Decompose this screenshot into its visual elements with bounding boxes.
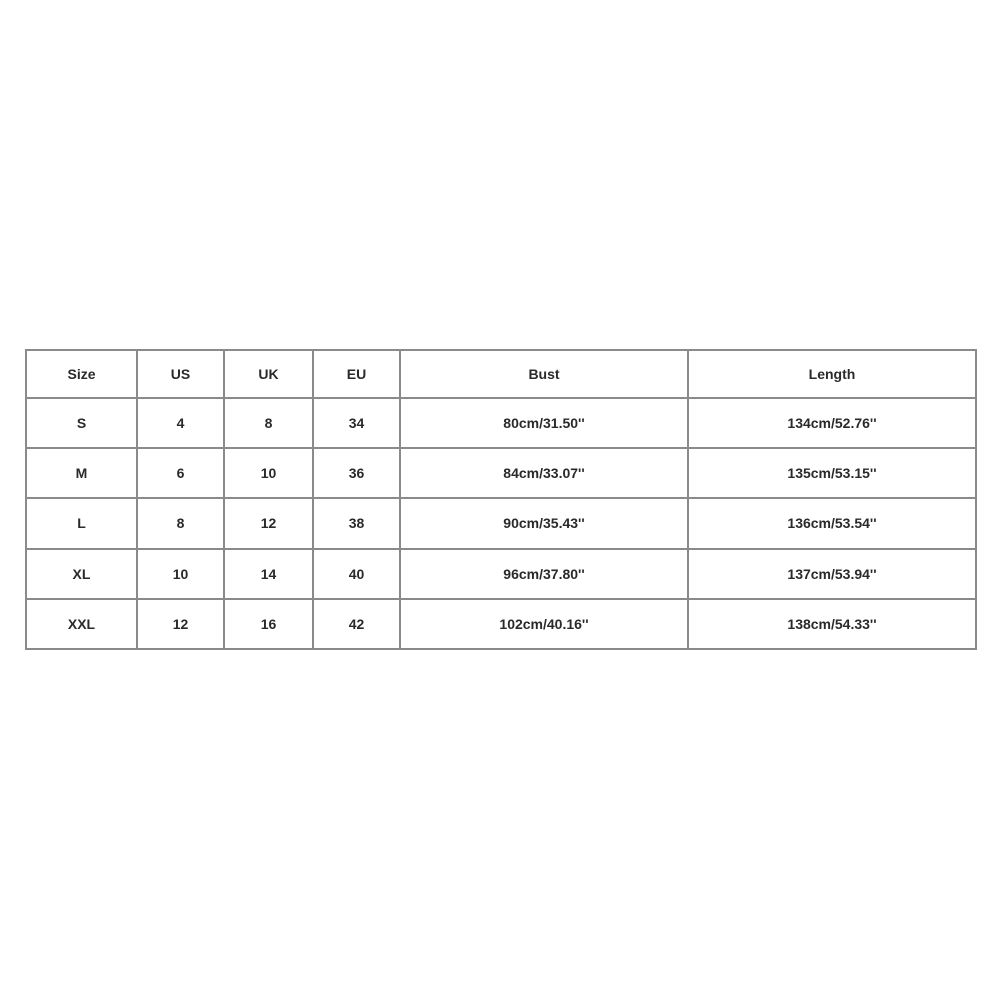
cell-length: 138cm/54.33'' (688, 599, 976, 649)
table-row (26, 398, 976, 448)
cell-size: XXL (26, 599, 137, 649)
cell-length: 136cm/53.54'' (688, 498, 976, 548)
cell-length: 137cm/53.94'' (688, 549, 976, 599)
cell-us: 8 (137, 498, 224, 548)
cell-us: 10 (137, 549, 224, 599)
table-row (26, 498, 976, 548)
cell-eu: 34 (313, 398, 400, 448)
cell-us: 4 (137, 398, 224, 448)
cell-eu: 36 (313, 448, 400, 498)
table-row (26, 599, 976, 649)
table-row (26, 549, 976, 599)
cell-us: 12 (137, 599, 224, 649)
cell-uk: 8 (224, 398, 313, 448)
cell-eu: 40 (313, 549, 400, 599)
table-header-row (26, 350, 976, 398)
header-size: Size (26, 350, 137, 398)
cell-size: XL (26, 549, 137, 599)
cell-uk: 14 (224, 549, 313, 599)
cell-eu: 38 (313, 498, 400, 548)
table-row (26, 448, 976, 498)
cell-bust: 90cm/35.43'' (400, 498, 688, 548)
cell-uk: 12 (224, 498, 313, 548)
cell-uk: 10 (224, 448, 313, 498)
header-bust: Bust (400, 350, 688, 398)
cell-us: 6 (137, 448, 224, 498)
size-chart-table (25, 349, 977, 650)
cell-eu: 42 (313, 599, 400, 649)
cell-bust: 80cm/31.50'' (400, 398, 688, 448)
header-uk: UK (224, 350, 313, 398)
cell-bust: 96cm/37.80'' (400, 549, 688, 599)
cell-bust: 84cm/33.07'' (400, 448, 688, 498)
cell-size: S (26, 398, 137, 448)
header-length: Length (688, 350, 976, 398)
cell-size: L (26, 498, 137, 548)
header-eu: EU (313, 350, 400, 398)
header-us: US (137, 350, 224, 398)
cell-bust: 102cm/40.16'' (400, 599, 688, 649)
cell-length: 134cm/52.76'' (688, 398, 976, 448)
cell-length: 135cm/53.15'' (688, 448, 976, 498)
cell-size: M (26, 448, 137, 498)
cell-uk: 16 (224, 599, 313, 649)
